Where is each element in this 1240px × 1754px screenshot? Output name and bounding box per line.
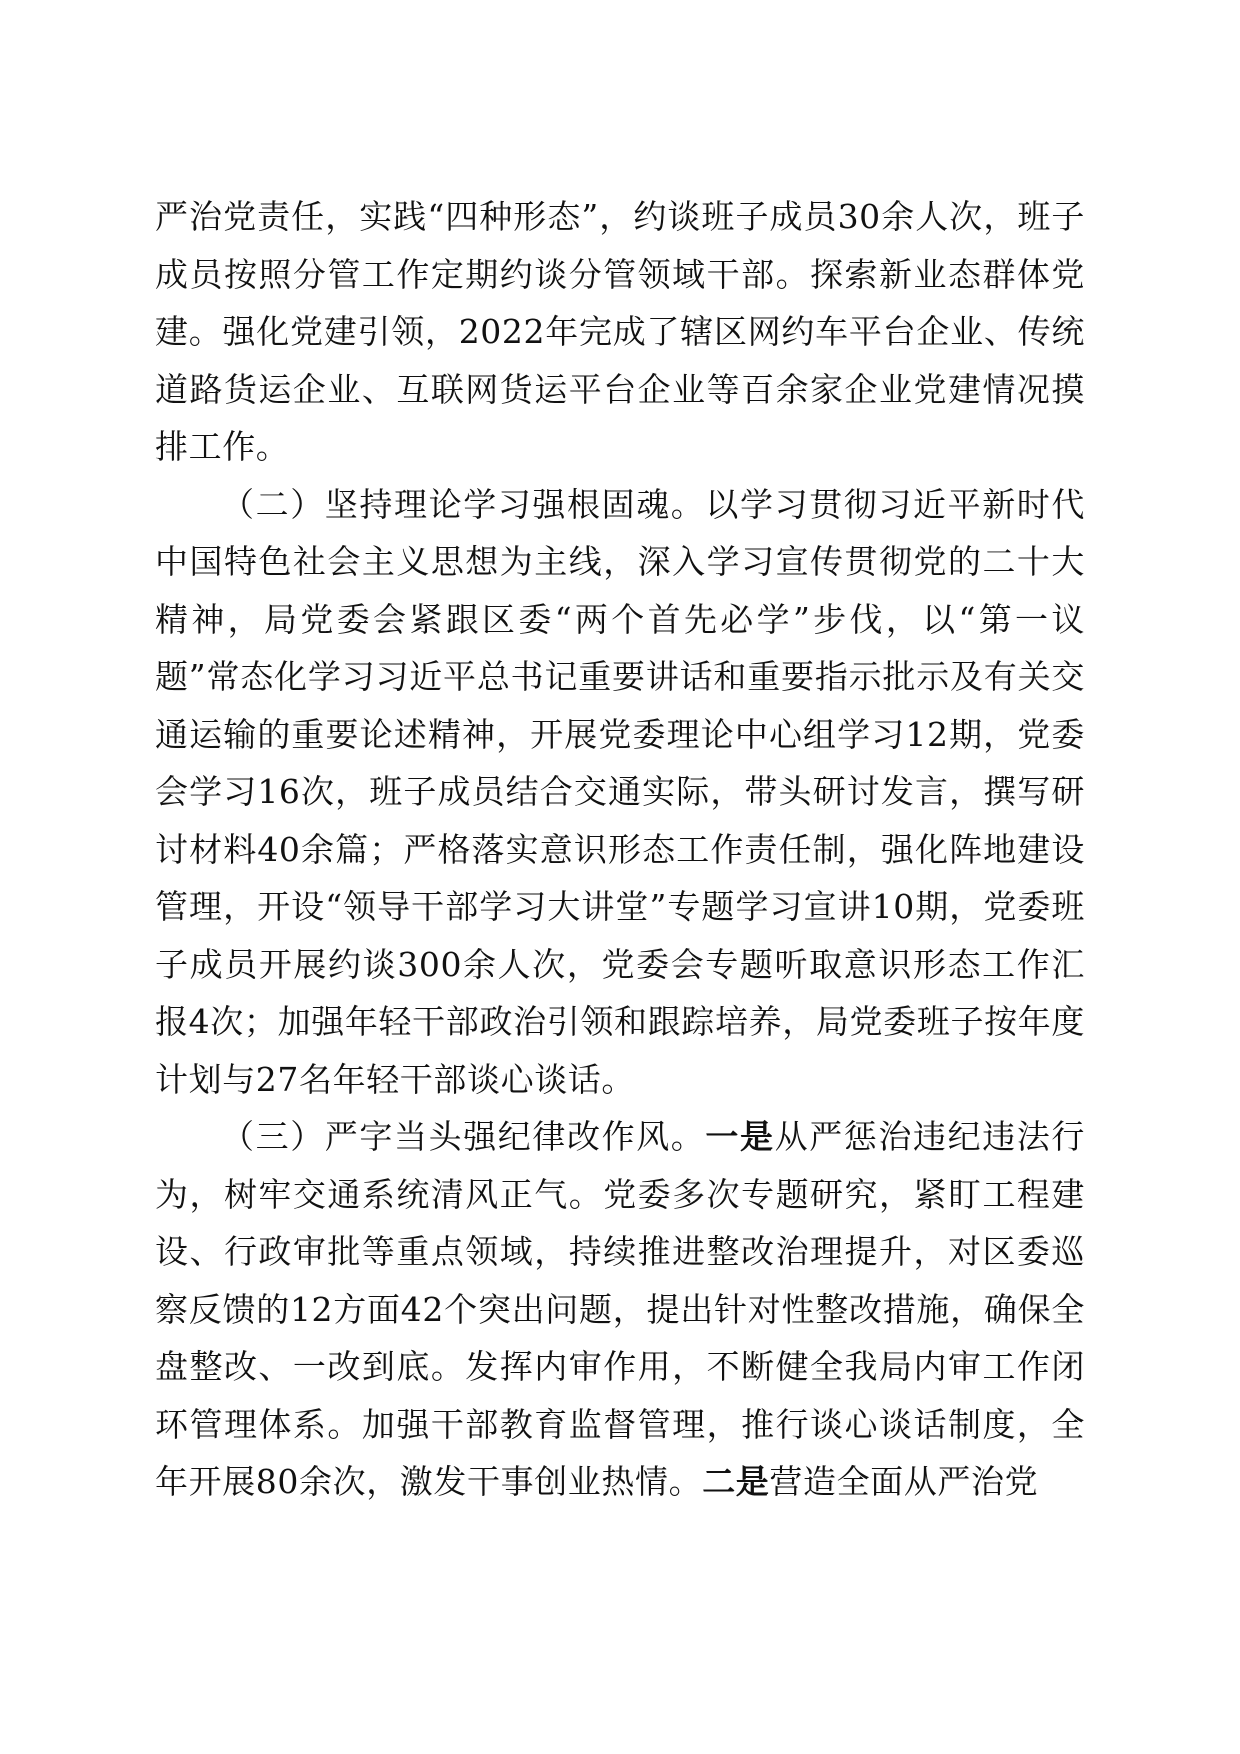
discipline-tail-text: 营造全面从严治党 bbox=[769, 1462, 1039, 1501]
document-body bbox=[155, 188, 1085, 1511]
bold-marker-second: 二是 bbox=[702, 1462, 770, 1501]
paragraph-discipline bbox=[155, 1108, 1085, 1511]
paragraph-continuation: 严治党责任，实践“四种形态”，约谈班子成员30余人次，班子成员按照分管工作定期约谈分管领域干部。探索新业态群体党建。强化党建引领，2022年完成了辖区网约车平台企业、传统道路货运企业、互联网货运平台企业等百余家企业党建情况摸排工作。 bbox=[155, 197, 1085, 466]
bold-marker-first: 一是 bbox=[705, 1117, 775, 1156]
paragraph-theory-study: （二）坚持理论学习强根固魂。以学习贯彻习近平新时代中国特色社会主义思想为主线，深入学习宣传贯彻党的二十大精神，局党委会紧跟区委“两个首先必学”步伐，以“第一议题”常态化学习习近平总书记重要讲话和重要指示批示及有关交通运输的重要论述精神，开展党委理论中心组学习12期，党委会学习16次，班子成员结合交通实际，带头研讨发言，撰写研讨材料40余篇；严格落实意识形态工作责任制，强化阵地建设管理，开设“领导干部学习大讲堂”专题学习宣讲10期，党委班子成员开展约谈300余人次，党委会专题听取意识形态工作汇报4次；加强年轻干部政治引领和跟踪培养，局党委班子按年度计划与27名年轻干部谈心谈话。 bbox=[155, 484, 1085, 1099]
section-heading-discipline: （三）严字当头强纪律改作风。 bbox=[221, 1117, 706, 1156]
discipline-body-text: 从严惩治违纪违法行为，树牢交通系统清风正气。党委多次专题研究，紧盯工程建设、行政审批等重点领域，持续推进整改治理提升，对区委巡察反馈的12方面42个突出问题，提出针对性整改措施，确保全盘整改、一改到底。发挥内审作用，不断健全我局内审工作闭环管理体系。加强干部教育监督管理，推行谈心谈话制度，全年开展80余次，激发干事创业热情。 bbox=[155, 1117, 1086, 1501]
